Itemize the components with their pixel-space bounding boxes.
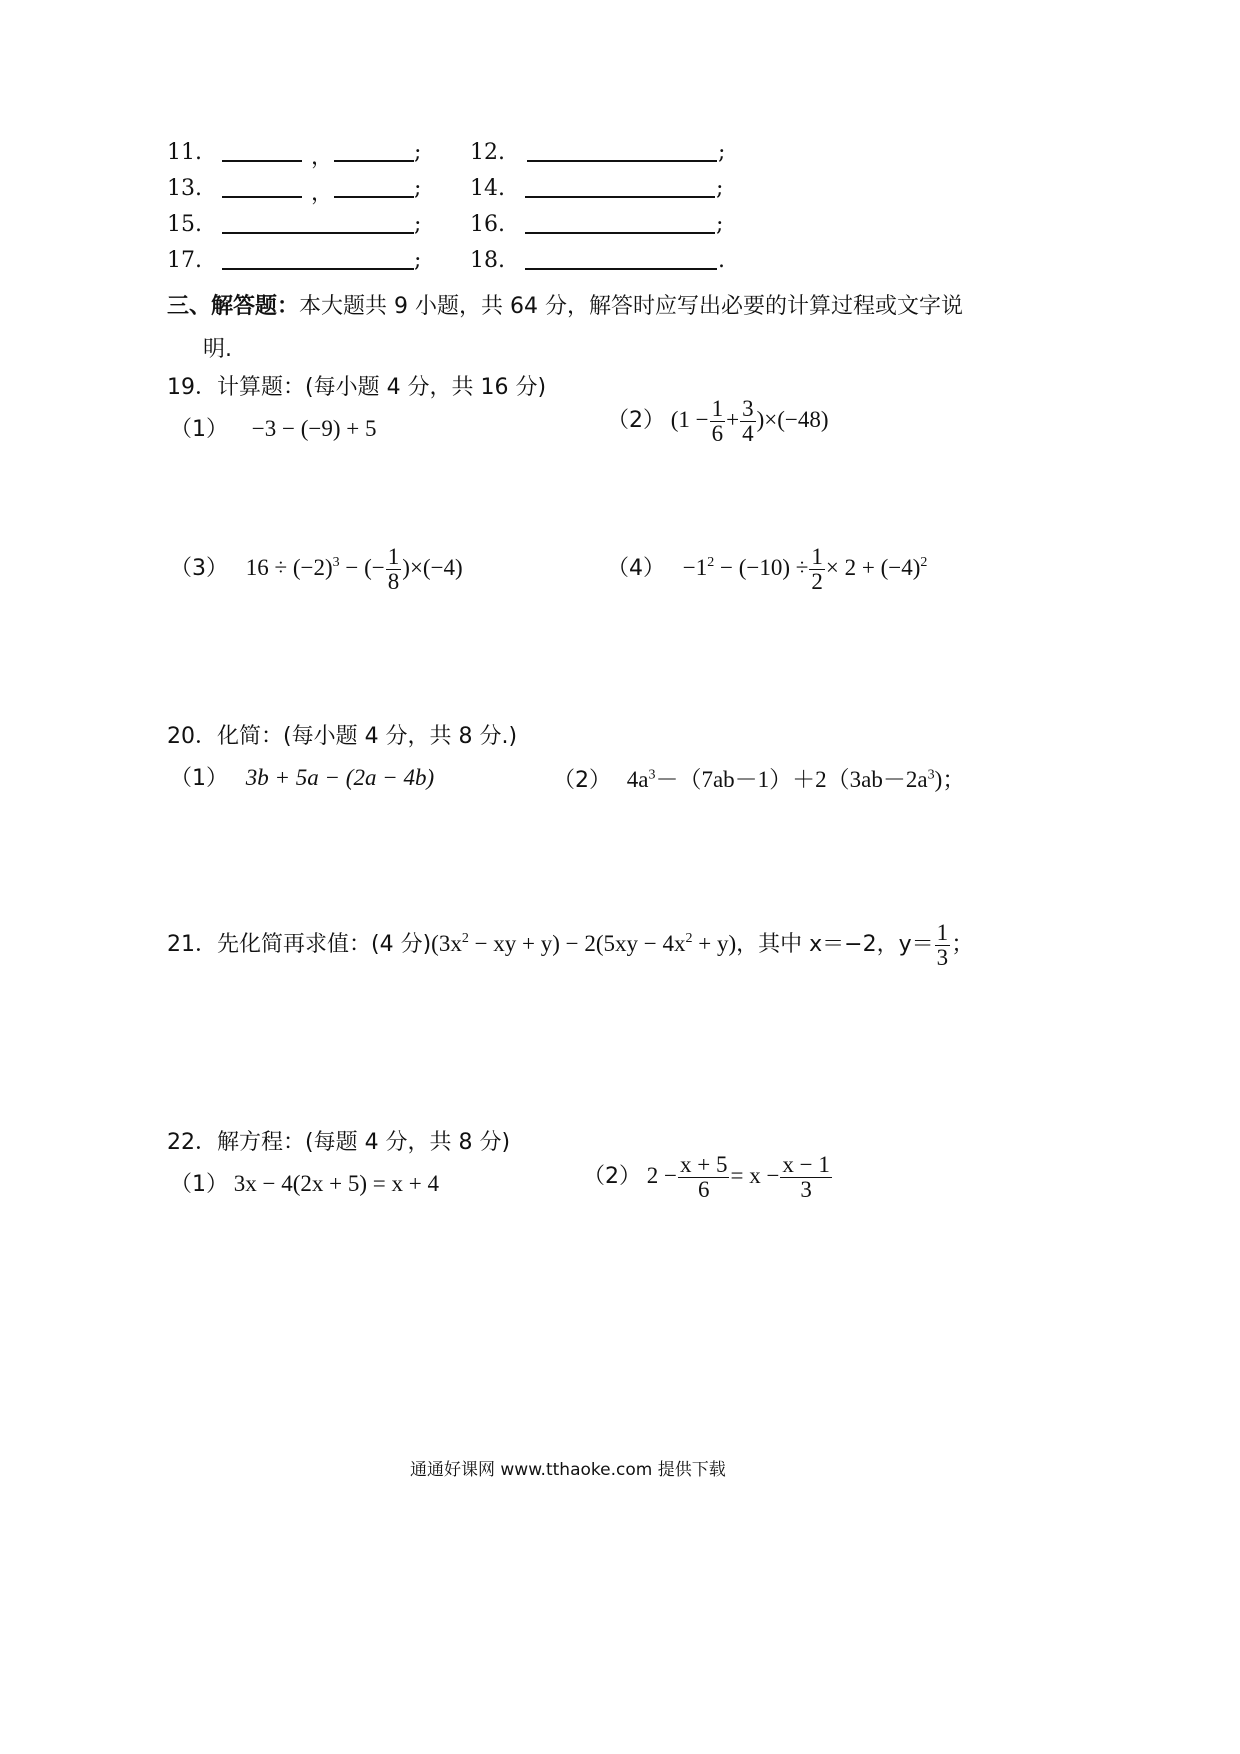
expression-part: × 2 + (−4) [825,554,921,580]
answer-blank[interactable] [334,196,414,198]
expression-part: − (− [339,554,385,580]
blank-end: ; [716,176,724,201]
denominator: 6 [711,421,724,446]
q19-part1 [170,412,376,443]
numerator: 1 [387,544,400,569]
answer-blank[interactable] [222,268,414,270]
denominator: 6 [697,1177,710,1202]
expression-part: －（7ab－1）＋2（3ab－2a [655,767,928,792]
blank-end: ; [414,176,422,201]
denominator: 3 [800,1177,812,1202]
expression-part: 4a [626,767,649,792]
blank-number: 13. [167,176,202,201]
blank-end: ; [414,140,422,165]
exponent: 2 [461,931,469,947]
answer-blank[interactable] [334,160,414,162]
blank-number: 11. [167,140,202,165]
exponent: 2 [920,555,928,571]
exponent: 3 [332,555,340,571]
expression-part: −1 [682,554,708,580]
denominator: 2 [811,569,823,594]
blank-number: 17. [167,248,202,273]
blank-separator: ， [311,181,334,206]
part-label: （3） [170,555,228,581]
denominator: 8 [387,569,400,594]
q19-title: 19．计算题：(每小题 4 分，共 16 分) [167,375,547,400]
blank-number: 14. [470,176,505,201]
blank-end: ; [718,140,726,165]
q21-title: 21．先化简再求值：(4 分) [167,931,432,957]
section-instructions: 本大题共 9 小题，共 64 分，解答时应写出必要的计算过程或文字说 [299,294,963,319]
part-label: （4） [607,555,665,581]
blank-number: 18. [470,248,505,273]
exponent: 2 [707,555,715,571]
numerator: 1 [936,920,949,945]
section-title: 三、解答题： [167,294,300,319]
answer-blank[interactable] [525,268,717,270]
answer-blank[interactable] [525,196,715,198]
fraction [386,545,402,594]
q19-part2 [607,397,829,446]
blank-number: 12. [470,140,505,165]
expression-part: (1 − [670,406,709,432]
fraction [740,397,756,446]
answer-blank[interactable] [222,196,302,198]
expression-part: )； [934,767,966,792]
part-label: （1） [170,766,228,791]
q20-part2 [553,761,965,794]
expression: 3b + 5a − (2a − 4b) [245,765,435,790]
page-footer: 通通好课网 www.tthaoke.com 提供下载 [410,1460,726,1480]
q19-part3 [170,545,463,594]
condition: ，其中 x＝−2，y＝ [736,931,934,957]
section-heading [167,289,963,320]
q22-part1 [170,1167,439,1198]
fraction [935,921,951,970]
blank-end: ; [414,212,422,237]
exponent: 3 [648,767,656,783]
part-label: （2） [583,1163,641,1189]
expression: −3 − (−9) + 5 [251,416,377,441]
numerator: x + 5 [679,1152,728,1177]
expression-part: + [726,406,740,432]
expression-part: = x − [730,1162,780,1188]
answer-blank[interactable] [527,160,717,162]
numerator: 3 [742,396,754,421]
exponent: 3 [927,767,935,783]
q19-part4 [607,545,927,594]
expression-part: − xy + y) − 2(5xy − 4x [468,930,686,956]
answer-blank[interactable] [525,232,715,234]
expression-part: 16 ÷ (−2) [245,554,333,580]
part-label: （2） [607,407,665,433]
numerator: 1 [811,544,823,569]
fraction [678,1153,729,1202]
expression-part: )×(−4) [402,554,463,580]
blank-end: . [718,248,725,273]
blank-separator: ， [311,145,334,170]
blank-end: ; [716,212,724,237]
denominator: 4 [742,421,754,446]
part-label: （2） [553,768,611,793]
q22-part2 [583,1153,833,1202]
q20-title: 20．化简：(每小题 4 分，共 8 分.) [167,724,518,749]
answer-blank[interactable] [222,160,302,162]
section-instructions-cont: 明. [203,337,232,362]
expression-part: (3x [431,930,462,956]
blank-end: ; [414,248,422,273]
fraction [780,1153,831,1202]
expression: 3x − 4(2x + 5) = x + 4 [233,1171,439,1196]
exponent: 2 [685,931,693,947]
numerator: x − 1 [782,1152,830,1177]
denominator: 3 [936,945,949,970]
q21 [167,921,974,970]
q22-title: 22．解方程：(每题 4 分，共 8 分) [167,1130,511,1155]
expression-part: − (−10) ÷ [714,554,809,580]
numerator: 1 [711,396,724,421]
part-label: （1） [170,417,228,442]
expression-part: 2 − [646,1162,677,1188]
fraction [710,397,726,446]
expression-part: )×(−48) [756,406,829,432]
part-label: （1） [170,1172,228,1197]
blank-number: 16. [470,212,505,237]
blank-number: 15. [167,212,202,237]
fraction [809,545,825,594]
answer-blank[interactable] [222,232,414,234]
expression-part: ； [951,930,975,956]
q20-part1 [170,761,434,792]
expression-part: + y) [692,930,737,956]
